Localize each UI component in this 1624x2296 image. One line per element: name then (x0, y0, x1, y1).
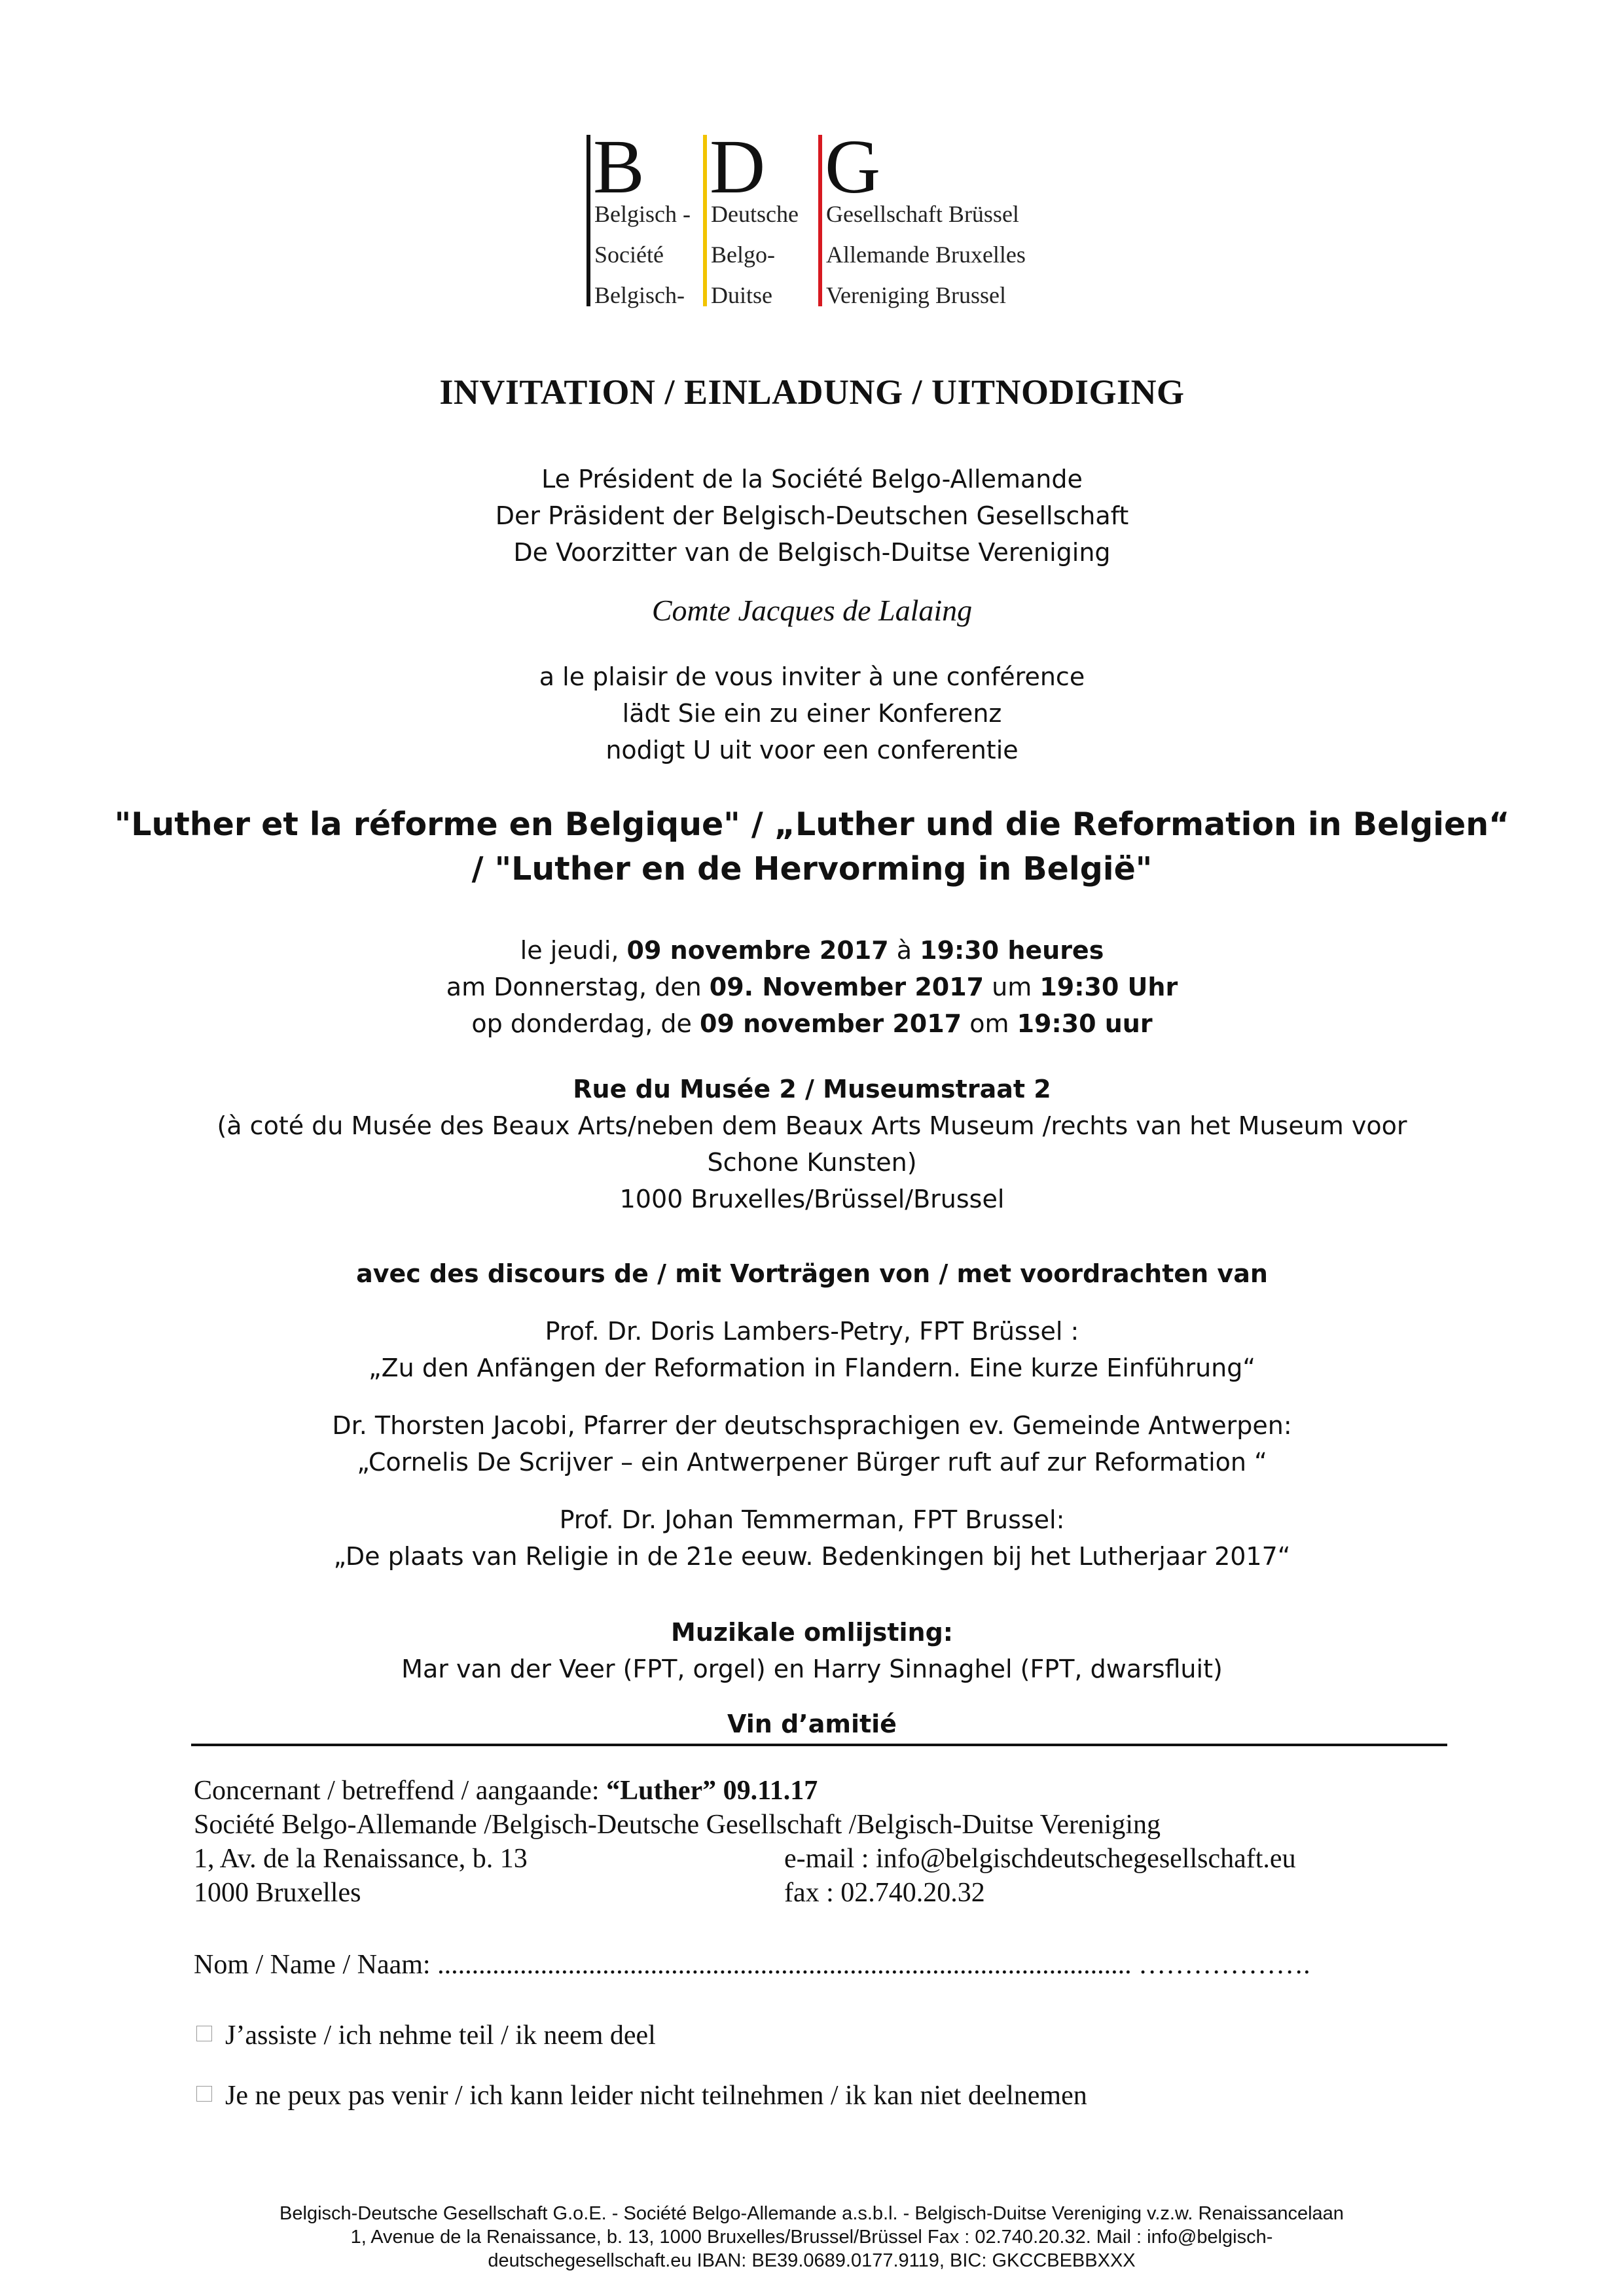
wine-reception: Vin d’amitié (727, 1710, 897, 1738)
logo-text: Belgisch- (594, 282, 685, 308)
footer-line: 1, Avenue de la Renaissance, b. 13, 1000 Bruxelles/Brussel/Brüssel Fax : 02.740.20.32. Mail : info@belgisch- (350, 2227, 1273, 2248)
date-mid: om (962, 1009, 1017, 1038)
invitation-title: INVITATION / EINLADUNG / UITNODIGING (439, 372, 1185, 412)
date-value: 09 november 2017 (700, 1009, 962, 1038)
logo-red-bar (818, 135, 822, 306)
decline-option[interactable] (196, 2079, 1087, 2113)
speaker-talk: „Zu den Anfängen der Reformation in Flandern. Eine kurze Einführung“ (368, 1354, 1256, 1382)
logo-letter-g: G (825, 124, 881, 209)
time-value: 19:30 heures (920, 936, 1104, 965)
decline-checkbox[interactable] (196, 2086, 212, 2102)
logo-text: Deutsche (711, 201, 799, 227)
president-line: Der Präsident der Belgisch-Deutschen Gesellschaft (495, 501, 1129, 530)
speaker-name: Prof. Dr. Doris Lambers-Petry, FPT Brüssel : (545, 1317, 1079, 1346)
invite-line: lädt Sie ein zu einer Konferenz (622, 699, 1002, 728)
invite-line: nodigt U uit voor een conferentie (605, 736, 1019, 764)
logo-text: Société (594, 242, 664, 268)
date-line (0, 932, 1624, 969)
venue-address: Rue du Musée 2 / Museumstraat 2 (573, 1075, 1051, 1103)
time-value: 19:30 Uhr (1039, 973, 1178, 1001)
conference-title: "Luther et la réforme en Belgique" / „Luther und die Reformation in Belgien“ (114, 806, 1510, 843)
divider-line (191, 1744, 1447, 1746)
invite-line: a le plaisir de vous inviter à une conférence (539, 662, 1085, 691)
date-prefix: le jeudi, (520, 936, 627, 965)
venue-note: Schone Kunsten) (707, 1148, 917, 1177)
org-email: e-mail : info@belgischdeutschegesellschaft.eu (784, 1844, 1296, 1874)
music-text: Mar van der Veer (FPT, orgel) en Harry Sinnaghel (FPT, dwarsfluit) (401, 1655, 1223, 1683)
logo-text: Allemande Bruxelles (826, 242, 1026, 268)
venue-note: (à coté du Musée des Beaux Arts/neben dem Beaux Arts Museum /rechts van het Museum voor (217, 1111, 1407, 1140)
venue-city: 1000 Bruxelles/Brüssel/Brussel (619, 1185, 1005, 1213)
conference-title: / "Luther en de Hervorming in België" (471, 850, 1153, 888)
attend-label: J’assiste / ich nehme teil / ik neem deel (225, 2020, 656, 2051)
time-value: 19:30 uur (1017, 1009, 1153, 1038)
speaker-talk: „De plaats van Religie in de 21e eeuw. Bedenkingen bij het Lutherjaar 2017“ (333, 1542, 1291, 1571)
logo-yellow-bar (703, 135, 707, 306)
speaker-name: Prof. Dr. Johan Temmerman, FPT Brussel: (559, 1505, 1065, 1534)
logo-text: Belgisch - (594, 201, 691, 227)
org-fax: fax : 02.740.20.32 (784, 1878, 985, 1908)
logo-letter-b: B (593, 124, 645, 209)
date-line (0, 969, 1624, 1005)
music-heading: Muzikale omlijsting: (671, 1618, 953, 1647)
attend-option[interactable] (196, 2018, 656, 2053)
bdg-logo (586, 124, 1058, 309)
footer-line: Belgisch-Deutsche Gesellschaft G.o.E. - Société Belgo-Allemande a.s.b.l. - Belgisch-Duitse Vereniging v.z.w. Renaissancelaan (280, 2203, 1344, 2224)
president-name: Comte Jacques de Lalaing (651, 594, 973, 627)
date-prefix: op donderdag, de (471, 1009, 700, 1038)
president-line: De Voorzitter van de Belgisch-Duitse Vereniging (513, 538, 1111, 567)
org-address: 1, Av. de la Renaissance, b. 13 (194, 1844, 528, 1874)
speakers-heading: avec des discours de / mit Vorträgen von / met voordrachten van (356, 1259, 1268, 1288)
date-line (0, 1005, 1624, 1042)
concerning-line (194, 1774, 818, 1808)
date-value: 09. November 2017 (709, 973, 984, 1001)
footer-line: deutschegesellschaft.eu IBAN: BE39.0689.0177.9119, BIC: GKCCBEBBXXX (488, 2250, 1136, 2271)
speaker-talk: „Cornelis De Scrijver – ein Antwerpener Bürger ruft auf zur Reformation “ (357, 1448, 1267, 1477)
logo-black-bar (586, 135, 590, 306)
logo-text: Duitse (711, 282, 772, 308)
date-value: 09 novembre 2017 (626, 936, 889, 965)
concerning-value: “Luther” 09.11.17 (606, 1776, 818, 1806)
date-mid: um (984, 973, 1040, 1001)
org-city: 1000 Bruxelles (194, 1878, 361, 1908)
name-field[interactable]: Nom / Name / Naam: ..................................................................................................... ………………. (194, 1950, 1310, 1980)
decline-label: Je ne peux pas venir / ich kann leider nicht teilnehmen / ik kan niet deelnemen (225, 2081, 1087, 2111)
date-prefix: am Donnerstag, den (446, 973, 710, 1001)
org-name: Société Belgo-Allemande /Belgisch-Deutsche Gesellschaft /Belgisch-Duitse Vereniging (194, 1810, 1161, 1840)
attend-checkbox[interactable] (196, 2026, 212, 2041)
concerning-label: Concernant / betreffend / aangaande: (194, 1776, 607, 1806)
logo-letter-d: D (710, 124, 766, 209)
president-line: Le Président de la Société Belgo-Allemande (541, 465, 1083, 493)
logo-text: Gesellschaft Brüssel (826, 201, 1019, 227)
date-mid: à (888, 936, 920, 965)
logo-text: Belgo- (711, 242, 775, 268)
speaker-name: Dr. Thorsten Jacobi, Pfarrer der deutschsprachigen ev. Gemeinde Antwerpen: (332, 1411, 1292, 1440)
logo-text: Vereniging Brussel (826, 282, 1006, 308)
